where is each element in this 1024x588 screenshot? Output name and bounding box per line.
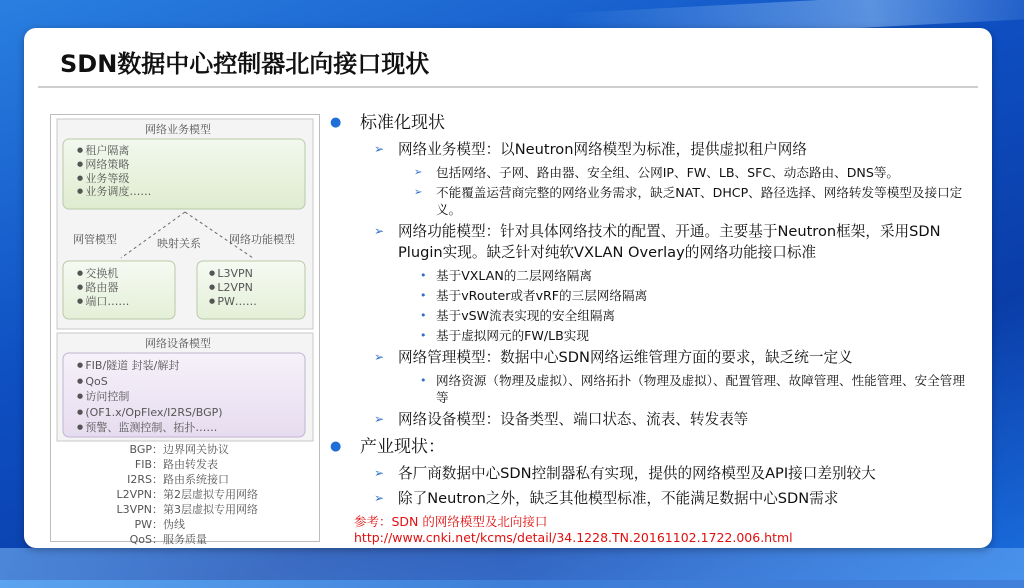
- dot-bullet-icon: •: [420, 269, 427, 282]
- dot-bullet-icon: •: [420, 374, 427, 387]
- bullet-service-model-detail-2: ➢ 不能覆盖运营商完整的网络业务需求，缺乏NAT、DHCP、路径选择、网络转发等模型及接口定义。: [414, 185, 963, 217]
- section-industry: ● 产业现状：: [326, 434, 976, 463]
- device-model-items: [77, 358, 223, 436]
- bullet-function-detail-2: • 基于vRouter或者vRF的三层网络隔离: [420, 288, 648, 303]
- reference-label: 参考：SDN 的网络模型及北向接口: [354, 514, 548, 529]
- slide-title: SDN数据中心控制器北向接口现状: [60, 50, 430, 78]
- mapping-label: 映射关系: [157, 237, 201, 250]
- arrow-bullet-icon: ➢: [374, 350, 385, 364]
- list-item: ● (OF1.x/OpFlex/I2RS/BGP): [77, 405, 223, 421]
- arrow-bullet-icon: ➢: [374, 224, 385, 238]
- bullet-dot-icon: ●: [330, 439, 342, 454]
- list-item: ● L2VPN: [209, 281, 257, 295]
- glossary-row: L2VPN： 第2层虚拟专用网络: [116, 488, 258, 501]
- arrow-bullet-icon: ➢: [374, 466, 385, 480]
- dot-bullet-icon: •: [420, 309, 427, 322]
- bullet-dot-icon: ●: [330, 115, 342, 130]
- bullet-device-model: ➢ 网络设备模型：设备类型、端口状态、流表、转发表等: [374, 411, 749, 428]
- list-item: ● 预警、监测控制、拓扑……: [77, 420, 223, 436]
- list-item: ● FIB/隧道 封装/解封: [77, 358, 223, 374]
- content-bullets: [326, 110, 976, 513]
- list-item: ● 业务调度……: [77, 185, 151, 199]
- list-item: ● QoS: [77, 374, 223, 390]
- glossary-row: PW： 伪线: [134, 518, 185, 531]
- bullet-management-detail: • 网络资源（物理及虚拟）、网络拓扑（物理及虚拟）、配置管理、故障管理、性能管理、安全管理等: [420, 373, 965, 405]
- bullet-function-model: ➢ 网络功能模型：针对具体网络技术的配置、开通。主要基于Neutron框架，采用SDN Plugin实现。缺乏针对纯软VXLAN Overlay的网络功能接口标准: [374, 223, 941, 261]
- glossary-row: QoS： 服务质量: [129, 533, 207, 546]
- reference-url-link[interactable]: http://www.cnki.net/kcms/detail/34.1228.TN.20161102.1722.006.html: [354, 530, 793, 545]
- business-model-items: [77, 144, 151, 199]
- function-model-label: 网络功能模型: [229, 233, 295, 246]
- arrow-bullet-icon: ➢: [374, 491, 385, 505]
- business-model-label: 网络业务模型: [145, 123, 211, 136]
- function-model-items: [209, 267, 257, 308]
- list-item: ● 租户隔离: [77, 144, 151, 158]
- slide-card: [24, 28, 992, 548]
- dot-bullet-icon: •: [420, 329, 427, 342]
- reference-note: [354, 514, 793, 546]
- bullet-industry-2: ➢ 除了Neutron之外，缺乏其他模型标准，不能满足数据中心SDN需求: [374, 490, 839, 507]
- glossary-row: L3VPN： 第3层虚拟专用网络: [116, 503, 258, 516]
- bullet-service-model: ➢ 网络业务模型：以Neutron网络模型为标准，提供虚拟租户网络: [374, 141, 807, 158]
- bullet-function-detail-4: • 基于虚拟网元的FW/LB实现: [420, 328, 589, 343]
- glossary-row: FIB： 路由转发表: [134, 458, 218, 471]
- bullet-industry-1: ➢ 各厂商数据中心SDN控制器私有实现，提供的网络模型及API接口差别较大: [374, 465, 876, 482]
- device-model-label: 网络设备模型: [145, 337, 211, 350]
- arrow-bullet-icon: ➢: [414, 167, 423, 178]
- title-divider: [38, 86, 978, 88]
- glossary-row: BGP： 边界网关协议: [129, 443, 229, 456]
- list-item: ● PW……: [209, 295, 257, 309]
- sdn-model-diagram: [50, 114, 320, 546]
- arrow-bullet-icon: ➢: [374, 142, 385, 156]
- list-item: ● 路由器: [77, 281, 129, 295]
- arrow-bullet-icon: ➢: [374, 412, 385, 426]
- mgmt-model-items: [77, 267, 129, 308]
- list-item: ● 访问控制: [77, 389, 223, 405]
- list-item: ● 业务等级: [77, 172, 151, 186]
- bullet-function-detail-3: • 基于vSW流表实现的安全组隔离: [420, 308, 616, 323]
- list-item: ● 交换机: [77, 267, 129, 281]
- mgmt-model-label: 网管模型: [73, 233, 117, 246]
- background-streak-bottom: [0, 548, 1024, 588]
- arrow-bullet-icon: ➢: [414, 187, 423, 198]
- list-item: ● 网络策略: [77, 158, 151, 172]
- glossary-row: I2RS： 路由系统接口: [127, 473, 229, 486]
- bullet-service-model-detail-1: ➢ 包括网络、子网、路由器、安全组、公网IP、FW、LB、SFC、动态路由、DNS等。: [414, 165, 900, 180]
- dot-bullet-icon: •: [420, 289, 427, 302]
- bullet-function-detail-1: • 基于VXLAN的二层网络隔离: [420, 268, 592, 283]
- section-standardization: ● 标准化现状: [326, 110, 976, 139]
- list-item: ● 端口……: [77, 295, 129, 309]
- glossary: [51, 442, 319, 547]
- bullet-management-model: ➢ 网络管理模型：数据中心SDN网络运维管理方面的要求，缺乏统一定义: [374, 349, 853, 366]
- list-item: ● L3VPN: [209, 267, 257, 281]
